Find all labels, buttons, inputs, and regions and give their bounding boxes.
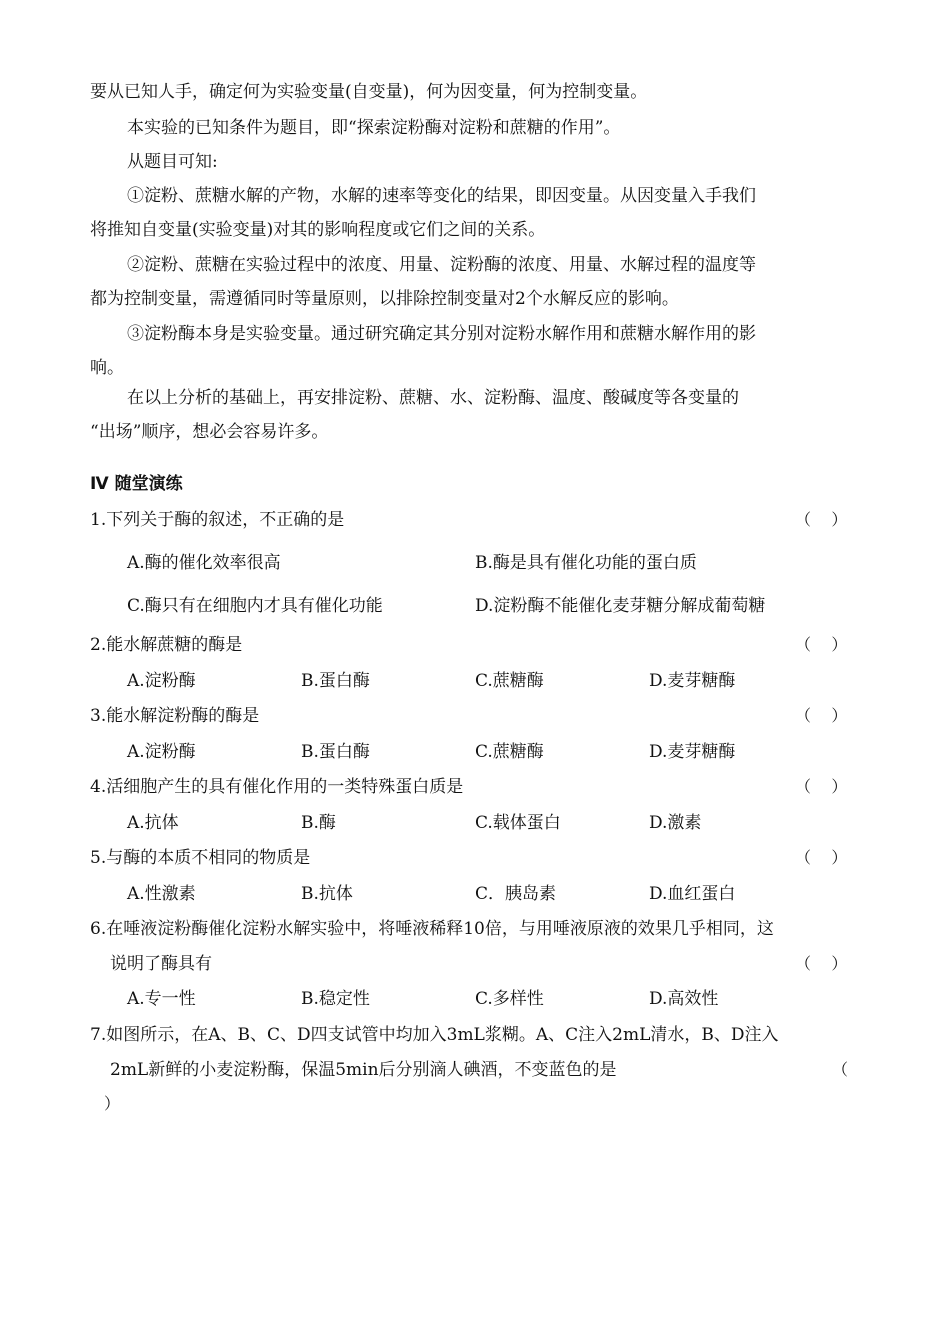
summary-line-2: “出场”顺序，想必会容易许多。 [90, 422, 329, 442]
question-3-answer-blank: （ ） [795, 706, 848, 725]
question-7-stem-line-2: 2mL新鲜的小麦淀粉酶，保温5min后分别滴人碘酒，不变蓝色的是 [110, 1060, 617, 1080]
analysis-point-3-line-2: 响。 [90, 358, 124, 378]
question-7-answer-blank-close: ） [104, 1094, 121, 1113]
question-1-option-a: A.酶的催化效率很高 [127, 553, 281, 573]
analysis-point-2-line-1: ②淀粉、蔗糖在实验过程中的浓度、用量、淀粉酶的浓度、用量、水解过程的温度等 [127, 255, 756, 275]
question-1-answer-blank: （ ） [795, 510, 848, 529]
question-2-stem: 2.能水解蔗糖的酶是 [90, 635, 243, 655]
summary-line-1: 在以上分析的基础上，再安排淀粉、蔗糖、水、淀粉酶、温度、酸碱度等各变量的 [127, 388, 739, 408]
question-3-option-c: C.蔗糖酶 [475, 742, 544, 762]
analysis-point-1-line-1: ①淀粉、蔗糖水解的产物，水解的速率等变化的结果，即因变量。从因变量入手我们 [127, 186, 756, 206]
question-7-stem-line-1: 7.如图所示，在A、B、C、D四支试管中均加入3mL浆糊。A、C注入2mL清水，B、D注入 [90, 1025, 779, 1045]
question-5-option-a: A.性激素 [127, 884, 196, 904]
question-6-option-b: B.稳定性 [301, 989, 370, 1009]
question-6-stem-line-2: 说明了酶具有 [110, 954, 212, 974]
question-1-option-d: D.淀粉酶不能催化麦芽糖分解成葡萄糖 [475, 596, 766, 616]
intro-paragraph-2: 本实验的已知条件为题目，即“探索淀粉酶对淀粉和蔗糖的作用”。 [127, 118, 621, 138]
question-6-option-a: A.专一性 [127, 989, 196, 1009]
question-5-answer-blank: （ ） [795, 848, 848, 867]
question-4-option-a: A.抗体 [127, 813, 179, 833]
question-6-answer-blank: （ ） [795, 954, 848, 973]
question-3-option-b: B.蛋白酶 [301, 742, 370, 762]
question-5-option-c: C．胰岛素 [475, 884, 557, 904]
question-2-option-a: A.淀粉酶 [127, 671, 196, 691]
question-4-answer-blank: （ ） [795, 777, 848, 796]
question-3-stem: 3.能水解淀粉酶的酶是 [90, 706, 260, 726]
question-6-option-c: C.多样性 [475, 989, 544, 1009]
question-6-stem-line-1: 6.在唾液淀粉酶催化淀粉水解实验中，将唾液稀释10倍，与用唾液原液的效果几乎相同，这 [90, 919, 774, 939]
intro-paragraph-1: 要从已知人手，确定何为实验变量(自变量)，何为因变量，何为控制变量。 [90, 82, 648, 102]
question-2-option-d: D.麦芽糖酶 [649, 671, 736, 691]
analysis-point-1-line-2: 将推知自变量(实验变量)对其的影响程度或它们之间的关系。 [90, 220, 546, 240]
question-5-option-b: B.抗体 [301, 884, 353, 904]
question-5-stem: 5.与酶的本质不相同的物质是 [90, 848, 311, 868]
question-7-answer-blank-open: （ [832, 1060, 849, 1079]
section-title: Ⅳ 随堂演练 [90, 474, 183, 494]
question-4-option-b: B.酶 [301, 813, 336, 833]
question-1-option-b: B.酶是具有催化功能的蛋白质 [475, 553, 697, 573]
question-2-answer-blank: （ ） [795, 635, 848, 654]
question-4-option-c: C.载体蛋白 [475, 813, 561, 833]
question-6-option-d: D.高效性 [649, 989, 719, 1009]
question-3-option-a: A.淀粉酶 [127, 742, 196, 762]
question-1-option-c: C.酶只有在细胞内才具有催化功能 [127, 596, 383, 616]
analysis-point-3-line-1: ③淀粉酶本身是实验变量。通过研究确定其分别对淀粉水解作用和蔗糖水解作用的影 [127, 324, 756, 344]
question-2-option-c: C.蔗糖酶 [475, 671, 544, 691]
intro-paragraph-3: 从题目可知: [127, 152, 218, 172]
question-4-option-d: D.激素 [649, 813, 702, 833]
question-3-option-d: D.麦芽糖酶 [649, 742, 736, 762]
question-5-option-d: D.血红蛋白 [649, 884, 736, 904]
question-4-stem: 4.活细胞产生的具有催化作用的一类特殊蛋白质是 [90, 777, 464, 797]
question-2-option-b: B.蛋白酶 [301, 671, 370, 691]
question-1-stem: 1.下列关于酶的叙述，不正确的是 [90, 510, 345, 530]
analysis-point-2-line-2: 都为控制变量，需遵循同时等量原则，以排除控制变量对2个水解反应的影响。 [90, 289, 679, 309]
